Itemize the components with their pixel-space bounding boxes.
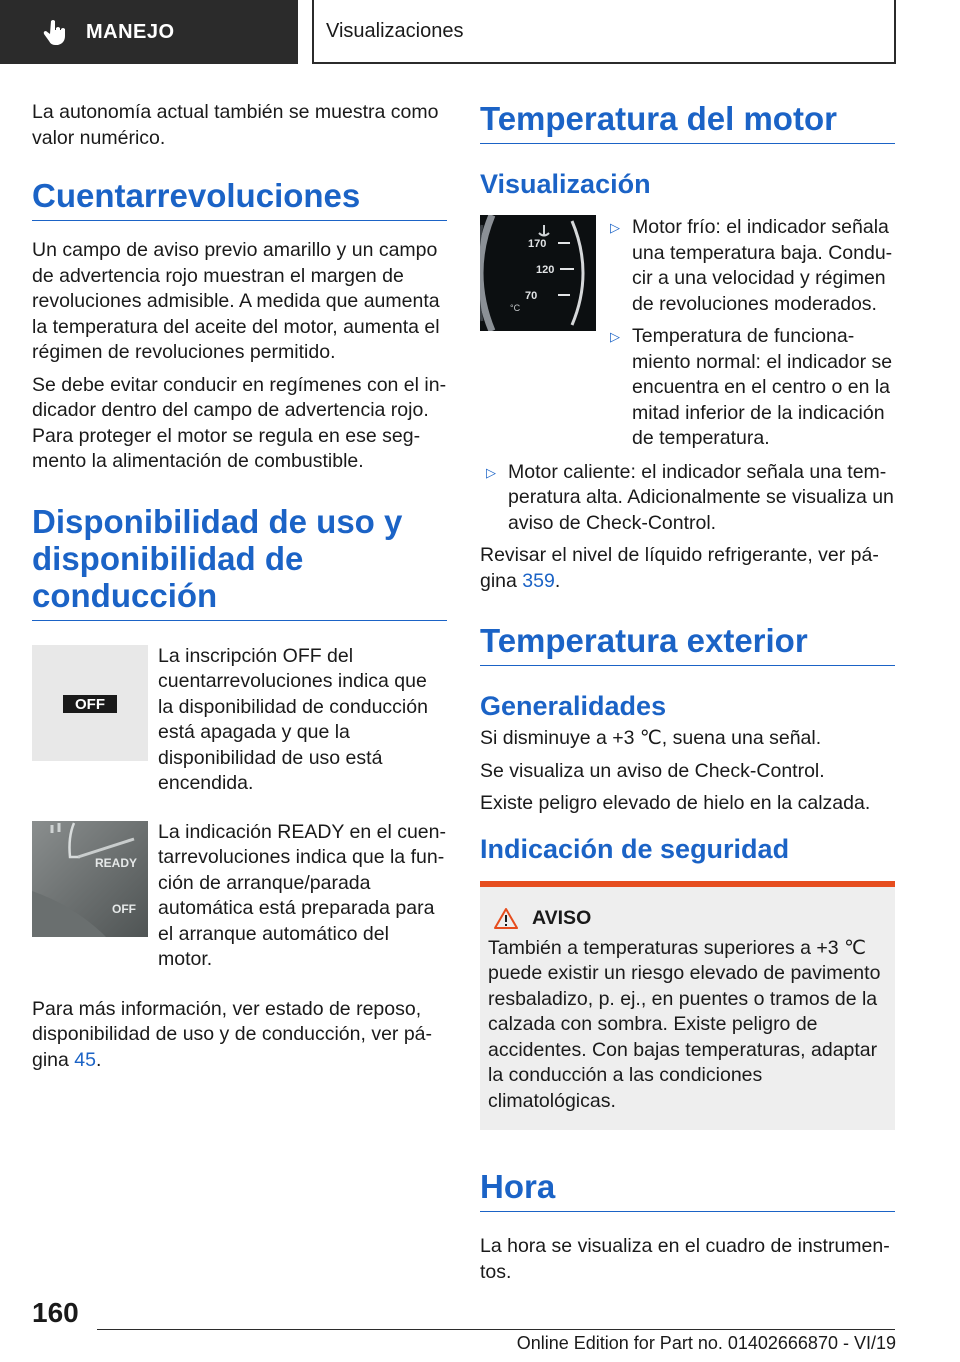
- left-column: [32, 100, 447, 1080]
- chapter-tab: [312, 0, 896, 64]
- warning-header: [488, 907, 887, 930]
- right-column: [480, 100, 895, 1292]
- hand-pointer-icon: [40, 17, 70, 47]
- clock-text: La hora se visualiza en el cuadro de instrumentos.: [480, 1235, 890, 1283]
- display-heading: Visualización: [480, 169, 651, 199]
- ready-figure-row: [32, 821, 447, 980]
- gauge-unit-celsius: °C: [510, 303, 521, 313]
- edition-footer: Online Edition for Part no. 01402666870 - VI/19: [516, 1333, 896, 1353]
- section-title: MANEJO: [86, 20, 175, 43]
- gauge-figure-row: [480, 215, 895, 459]
- tachometer-para-2: Se debe evitar conducir en regímenes con el indicador dentro del campo de advertencia rojo. Para proteger el motor se regula en ese segmento la alimentación de combustible.: [32, 373, 447, 472]
- coolant-gauge-image: [480, 215, 596, 331]
- ready-label: READY: [95, 855, 138, 870]
- range-intro-text: La autonomía actual también se muestra como valor numérico.: [32, 101, 439, 149]
- tachometer-para-1: Un campo de aviso previo amarillo y un campo de advertencia rojo muestran el margen de revoluciones admisible. A medida que aumenta la temperatura del aceite del motor, aumenta el régimen de revoluciones permitido.: [32, 239, 440, 363]
- general-line-2: Se visualiza un aviso de Check-Control.: [480, 759, 825, 782]
- warning-box: [480, 881, 895, 1131]
- tachometer-off-image: [32, 645, 148, 761]
- gauge-bullet-list: [604, 215, 895, 459]
- general-heading: Generalidades: [480, 691, 667, 721]
- engine-temp-heading: Temperatura del motor: [480, 100, 895, 144]
- triangle-bullet-icon: ▷: [610, 329, 620, 344]
- list-item: ▷ Temperatura de funcionamiento normal: el indicador se encuentra en el centro o en la mitad inferior de la indicación de temperatura.: [604, 324, 895, 452]
- warning-triangle-icon: [494, 907, 518, 929]
- triangle-bullet-icon: ▷: [486, 464, 496, 480]
- footer-rule: [97, 1329, 895, 1330]
- section-tab: [0, 0, 298, 64]
- page-link-45[interactable]: 45: [74, 1048, 96, 1071]
- safety-heading: Indicación de seguridad: [480, 833, 790, 864]
- availability-heading: Disponibilidad de uso y disponibilidad de conducción: [32, 503, 447, 621]
- more-info-text: Para más información, ver estado de reposo, disponibilidad de uso y de conducción, ver página 45.: [32, 997, 433, 1071]
- off-figure-row: [32, 645, 447, 804]
- outside-temp-heading: Temperatura exterior: [480, 622, 895, 666]
- page-number: 160: [32, 1297, 79, 1328]
- check-coolant-text: Revisar el nivel de líquido refrigerante, ver página 359.: [480, 544, 879, 592]
- warning-text: También a temperaturas superiores a +3 ℃ puede existir un riesgo elevado de pavimento resbaladizo, p. ej., en puentes o tramos de la calzada con sombra. Existe peligro de accidentes. Con bajas temperaturas, adaptar la conducción a las condiciones climatológicas.: [488, 936, 881, 1112]
- gauge-label-120: 120: [536, 264, 555, 276]
- ready-off-label: OFF: [112, 901, 136, 916]
- list-item: ▷ Motor caliente: el indicador señala una temperatura alta. Adicionalmente se visualiza un aviso de Check-Control.: [480, 460, 895, 537]
- general-line-3: Existe peligro elevado de hielo en la calzada.: [480, 792, 871, 814]
- warning-title: AVISO: [532, 906, 592, 929]
- clock-heading: Hora: [480, 1168, 895, 1212]
- off-label: OFF: [75, 695, 105, 713]
- off-description: La inscripción OFF del cuentarrevoluciones indica que la disponibilidad de conducción está apagada y que la disponibilidad de uso está encendida.: [158, 644, 428, 794]
- hot-engine-list: [480, 460, 895, 537]
- gauge-label-70: 70: [525, 290, 538, 302]
- list-item: ▷ Motor frío: el indicador señala una temperatura baja. Conducir a una velocidad y régimen de revoluciones moderados.: [604, 215, 895, 317]
- more-info-body: Para más información, ver estado de reposo, disponibilidad de uso y de conducción, ver página: [32, 997, 433, 1071]
- tachometer-ready-image: [32, 821, 148, 937]
- gauge-label-170: 170: [528, 238, 547, 250]
- ready-description: La indicación READY en el cuentarrevoluciones indica que la función de arranque/parada automática está preparada para el arranque automático del motor.: [158, 820, 446, 970]
- general-line-1: Si disminuye a +3 ℃, suena una señal.: [480, 727, 822, 749]
- check-coolant-body: Revisar el nivel de líquido refrigerante, ver página: [480, 544, 879, 592]
- tachometer-heading: Cuentarrevoluciones: [32, 177, 447, 221]
- chapter-title: Visualizaciones: [326, 19, 464, 42]
- page-link-359[interactable]: 359: [522, 569, 555, 592]
- triangle-bullet-icon: ▷: [610, 220, 620, 235]
